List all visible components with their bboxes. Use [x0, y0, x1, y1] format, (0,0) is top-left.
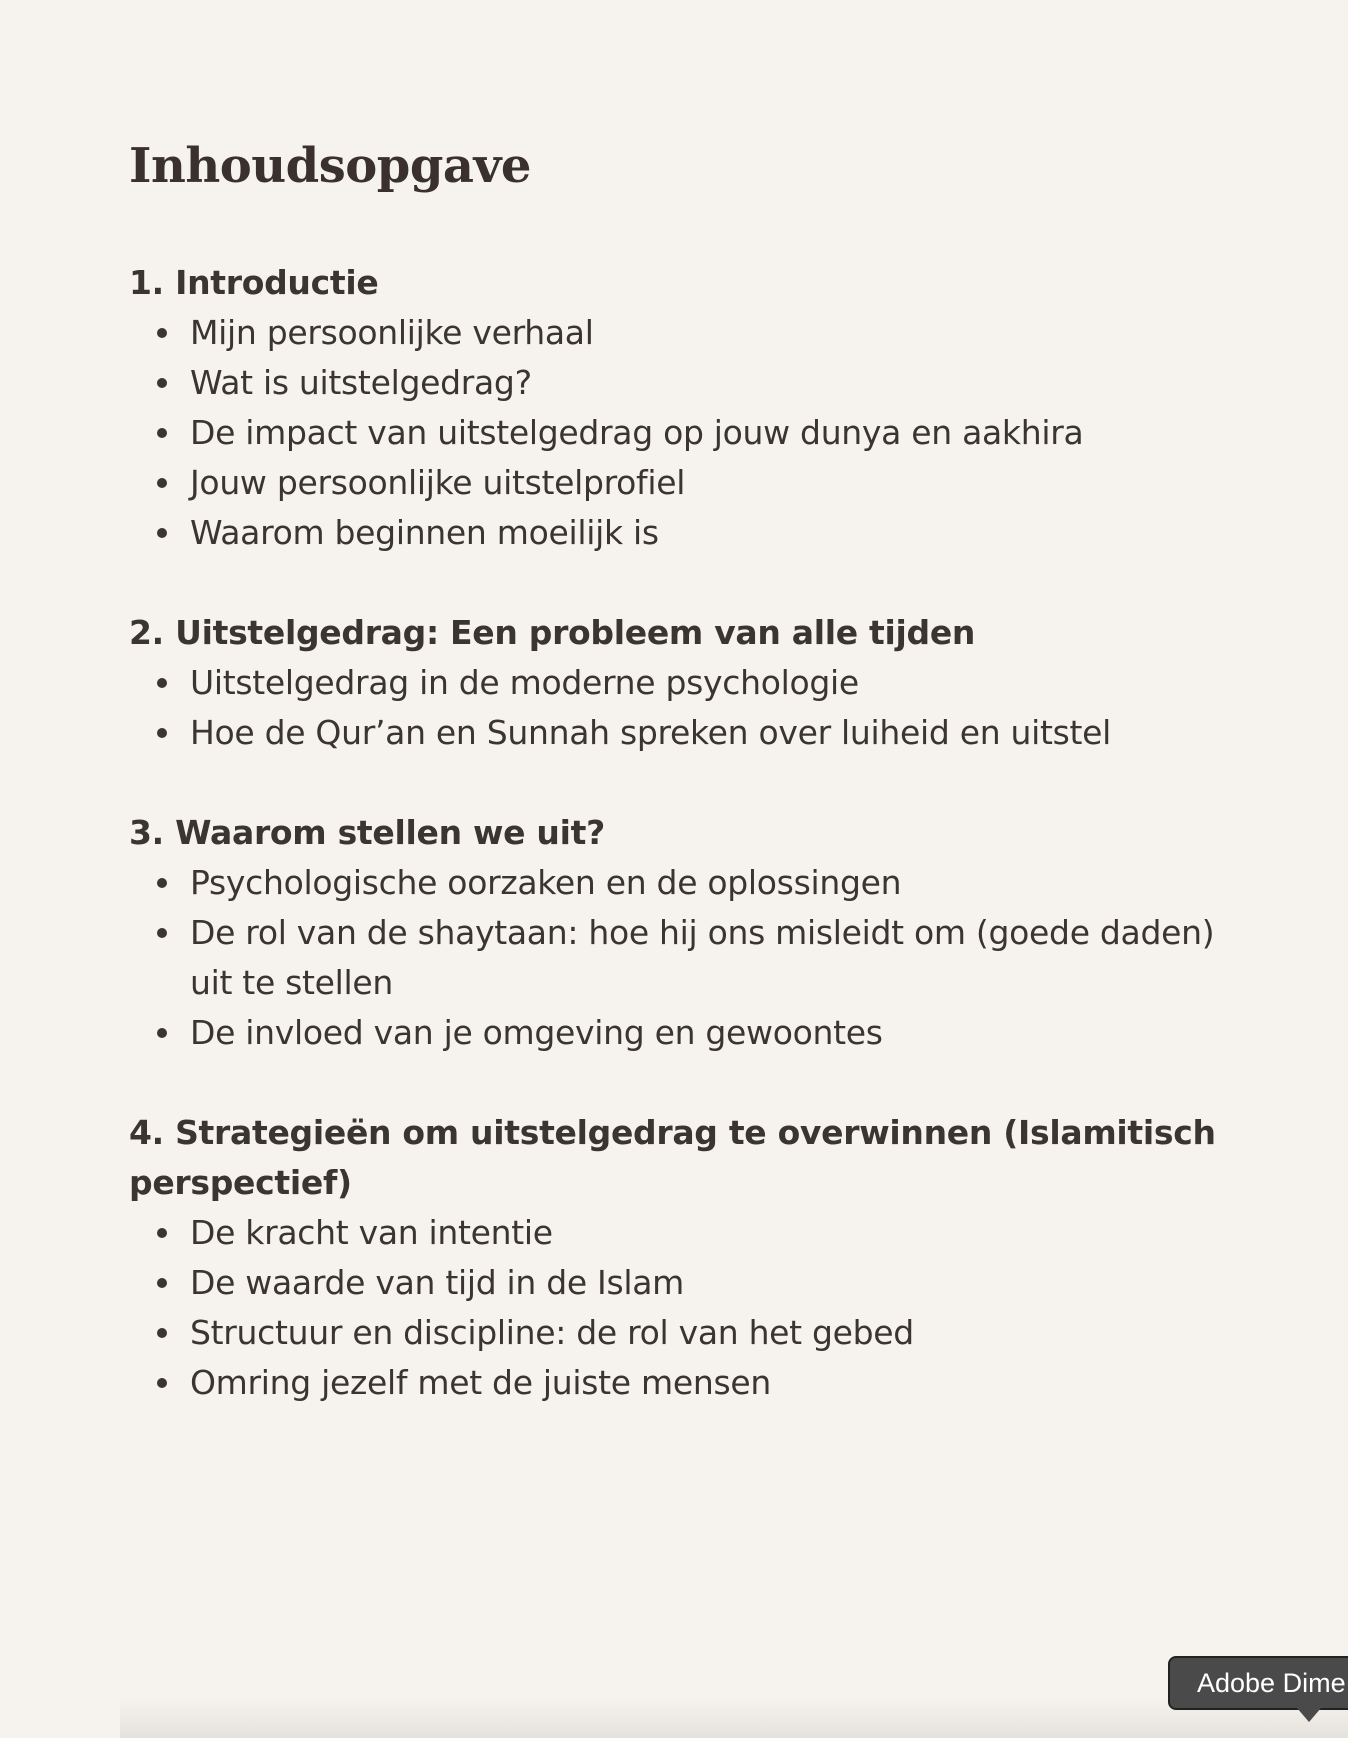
list-item-label: Omring jezelf met de juiste mensen	[190, 1363, 771, 1402]
page-title: Inhoudsopgave	[129, 138, 531, 194]
toc-section-1	[129, 258, 1249, 558]
bullet-icon	[157, 528, 167, 538]
bullet-icon	[157, 928, 167, 938]
tooltip-arrow-icon	[1297, 1708, 1321, 1722]
list-item-label: Hoe de Qur’an en Sunnah spreken over luiheid en uitstel	[190, 713, 1112, 752]
toc-section-4	[129, 1108, 1249, 1408]
list-item-label: Mijn persoonlijke verhaal	[190, 313, 594, 352]
section-heading: 1. Introductie	[129, 263, 379, 302]
list-item-label: De kracht van intentie	[190, 1213, 553, 1252]
list-item	[129, 1308, 1249, 1358]
app-tooltip: Adobe Dime	[1168, 1656, 1348, 1710]
list-item	[129, 358, 1249, 408]
section-items	[129, 308, 1249, 558]
section-heading: 3. Waarom stellen we uit?	[129, 813, 605, 852]
list-item	[129, 1358, 1249, 1408]
bullet-icon	[157, 428, 167, 438]
bullet-icon	[157, 728, 167, 738]
list-item-label: Wat is uitstelgedrag?	[190, 363, 532, 402]
list-item-label: De rol van de shaytaan: hoe hij ons misleidt om (goede daden) uit te stellen	[190, 913, 1215, 1002]
list-item	[129, 458, 1249, 508]
toc-section-3	[129, 808, 1249, 1058]
list-item-label: Waarom beginnen moeilijk is	[190, 513, 659, 552]
list-item	[129, 858, 1249, 908]
list-item	[129, 1208, 1249, 1258]
list-item-label: De impact van uitstelgedrag op jouw dunya en aakhira	[190, 413, 1084, 452]
bullet-icon	[157, 478, 167, 488]
section-items	[129, 1208, 1249, 1408]
bullet-icon	[157, 378, 167, 388]
list-item-label: Psychologische oorzaken en de oplossingen	[190, 863, 902, 902]
bullet-icon	[157, 1228, 167, 1238]
section-items	[129, 658, 1249, 758]
section-heading: 4. Strategieën om uitstelgedrag te overwinnen (Islamitisch perspectief)	[129, 1113, 1216, 1202]
bullet-icon	[157, 1028, 167, 1038]
bullet-icon	[157, 1278, 167, 1288]
list-item	[129, 1008, 1249, 1058]
list-item-label: De invloed van je omgeving en gewoontes	[190, 1013, 883, 1052]
section-heading: 2. Uitstelgedrag: Een probleem van alle tijden	[129, 613, 976, 652]
document-page	[129, 130, 1249, 1458]
bullet-icon	[157, 328, 167, 338]
toc-section-2	[129, 608, 1249, 758]
bullet-icon	[157, 678, 167, 688]
list-item-label: Structuur en discipline: de rol van het gebed	[190, 1313, 914, 1352]
list-item	[129, 508, 1249, 558]
list-item	[129, 658, 1249, 708]
list-item	[129, 308, 1249, 358]
list-item-label: De waarde van tijd in de Islam	[190, 1263, 685, 1302]
list-item-label: Uitstelgedrag in de moderne psychologie	[190, 663, 859, 702]
list-item	[129, 908, 1249, 1008]
bullet-icon	[157, 1328, 167, 1338]
list-item	[129, 708, 1249, 758]
list-item	[129, 1258, 1249, 1308]
bullet-icon	[157, 878, 167, 888]
list-item-label: Jouw persoonlijke uitstelprofiel	[190, 463, 686, 502]
page-bottom-shadow	[120, 1698, 1348, 1738]
section-items	[129, 858, 1249, 1058]
bullet-icon	[157, 1378, 167, 1388]
list-item	[129, 408, 1249, 458]
